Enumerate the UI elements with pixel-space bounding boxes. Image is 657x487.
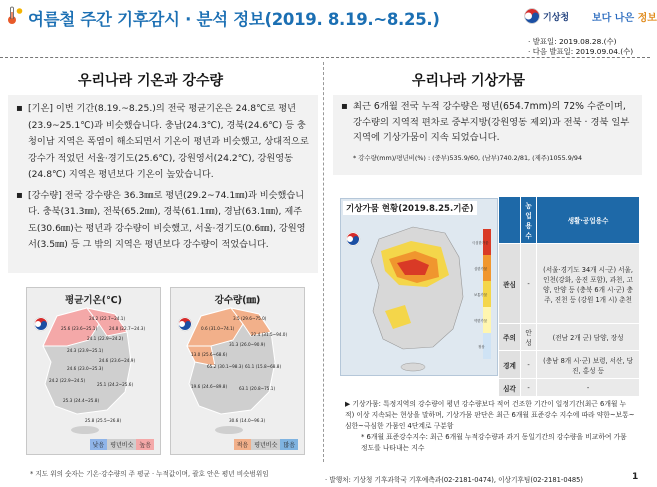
legend-low: 낮음 [90,439,108,450]
precip-label: 22.4 (31.5~94.0) [251,332,288,337]
rain-note: * 강수량(mm)/평년비(%) : (중부)535.9/60, (남부)740.2/81, (제주)1055.9/94 [353,153,583,162]
precip-label: 63.1 (20.8~75.1) [239,386,276,391]
table-header-agri: 농업용수 [521,197,537,244]
legend-normal: 정상 [478,345,485,349]
precipitation-map [170,287,305,455]
temperature-legend [90,439,154,450]
legend-normal: 평년비슷 [251,439,280,450]
agri-cell: - [521,351,537,379]
table-row [499,379,640,397]
table-row [499,244,640,324]
drought-definition-text: ▶ 기상가뭄: 특정지역의 강수량이 평년 강수량보다 적어 건조한 기간이 일정기간(최근 6개월 누적) 이상 지속되는 현상을 말하며, 기상가뭄 판단은 최근 6개월 표준강수 지수에 따라 약한~보통~심한~극심한 가뭄인 4단계로 구분함 [345,400,635,430]
map-footnote: * 지도 위의 숫자는 기온·강수량의 주 평균 · 누적값이며, 괄호 안은 평년 비슷범위임 [30,470,269,478]
next-announce-date: · 다음 발표일: 2019.09.04.(수) [528,47,634,56]
temp-label: 24.3 (23.9~25.1) [67,348,104,353]
temp-label: 25.6 (23.6~25.1) [61,326,98,331]
temperature-map-title: 평균기온(℃) [65,295,122,306]
publish-dates [528,37,633,57]
drought-map [340,198,498,376]
header [0,0,657,36]
table-row [499,324,640,351]
legend-severe: 심한가뭄 [474,267,488,271]
legend-high: 높음 [136,439,154,450]
precipitation-map-title: 강수량(㎜) [214,295,261,306]
life-cell: - [537,379,640,397]
column-divider [323,62,324,462]
announce-date: · 발표일: 2019.08.28.(수) [528,37,617,46]
temp-paragraph: ▪ [기온] 이번 기간(8.19.~8.25.)의 전국 평균기온은 24.8℃로 평년(23.9~25.1℃)과 비슷했습니다. 충남(24.3℃), 경북(24.6℃) 등 충청이남 지역은 폭염이 해소되면서 기온이 평년과 비슷했고, 상대적으로 강수가 적었던 서울·경기도(25.6℃), 강원영서(24.2℃), 강원영동(24.8℃) 지역은 평년보다 기온이 높았습니다. [16,101,310,184]
brand-part2: 정보 [637,13,657,24]
table-header-level [499,197,521,244]
precipitation-legend [234,439,298,450]
legend-less: 적음 [234,439,252,450]
temp-label: 24.2 (22.9~24.5) [49,378,86,383]
level-cell: 경계 [499,351,521,379]
life-cell: (전남 2개 군) 담양, 장성 [537,324,640,351]
legend-mild: 약한가뭄 [474,319,488,323]
kma-emblem-icon [524,8,540,24]
precip-label: 19.6 (24.6~89.8) [191,384,228,389]
temp-label: 24.6 (23.0~25.3) [67,366,104,371]
spi-definition-text: * 6개월 표준강수지수: 최근 6개월 누적강수량과 과거 동일기간의 강수량을 비교하여 가뭄 정도를 나타내는 지수 [361,433,627,452]
precip-label: 30.6 (14.0~96.3) [229,418,266,423]
thermometer-sun-icon [6,5,24,27]
agri-cell: - [521,379,537,397]
temp-label: 24.2 (22.7~24.1) [89,316,126,321]
legend-more: 많음 [280,439,298,450]
brand-part1: 보다 나은 [592,13,638,24]
drought-summary [333,95,642,175]
temp-label: 24.6 (23.6~24.9) [99,358,136,363]
life-cell: (충남 8개 시·군) 보령, 서산, 당진, 홍성 등 [537,351,640,379]
precip-label: 61.1 (15.8~68.8) [245,364,282,369]
temp-label: 25.1 (24.2~25.6) [97,382,134,387]
level-cell: 주의 [499,324,521,351]
table-header-life: 생활·공업용수 [537,197,640,244]
temp-label: 24.1 (22.9~24.2) [87,336,124,341]
publisher-info: · 발행처: 기상청 기후과학국 기후예측과(02-2181-0474), 이상기후팀(02-2181-0485) [325,476,583,484]
drought-map-title: 기상가뭄 현황(2019.8.25.기준) [343,201,477,215]
brand-slogan [592,9,657,24]
left-section-title: 우리나라 기온과 강수량 [78,73,223,89]
drought-map-graphic [341,199,499,377]
precip-label: 13.0 (25.6~68.6) [191,352,228,357]
header-divider [0,57,650,58]
temp-label: 25.3 (24.4~25.8) [63,398,100,403]
level-cell: 심각 [499,379,521,397]
kma-logo [524,8,569,24]
legend-extreme: 극심한가뭄 [472,241,489,245]
precipitation-map-graphic [171,306,306,438]
level-cell: 관심 [499,244,521,324]
temp-label: 25.8 (25.5~26.8) [85,418,122,423]
precip-label: 3.5 (29.6~75.0) [233,316,267,321]
page-title: 여름철 주간 기후감시 · 분석 정보(2019. 8.19.~8.25.) [28,10,440,29]
agri-cell: 안성 [521,324,537,351]
precip-label: 65.2 (30.1~98.3) [207,364,244,369]
life-cell: (서울·경기도 34개 시·군) 서울, 인천(강화, 옹진 포함), 과천, 고양, 안양 등 (충북 6개 시·군) 충주, 진천 등 (강원 1개 시) 춘천 [537,244,640,324]
temperature-map [26,287,161,455]
precip-label: 0.6 (31.0~74.1) [201,326,235,331]
drought-status-table [498,196,640,397]
temp-precip-summary [8,95,318,273]
right-section-title: 우리나라 기상가뭄 [412,73,526,89]
page-number: 1 [632,472,639,482]
org-name: 기상청 [543,12,570,23]
legend-normal: 평년비슷 [107,439,136,450]
drought-definition [345,399,635,454]
precip-paragraph: ▪ [강수량] 전국 강수량은 36.3㎜로 평년(29.2~74.1㎜)과 비슷했습니다. 충북(31.3㎜), 전북(65.2㎜), 경북(61.1㎜), 경남(63.1㎜), 제주도(30.6㎜)는 평년과 강수량이 비슷했고, 서울·경기도(0.6㎜), 강원영서(3.5㎜) 등 그 밖의 지역은 평년보다 강수량이 적었습니다. [16,188,310,254]
table-row [499,351,640,379]
temp-label: 24.8 (22.7~24.3) [109,326,146,331]
temperature-map-graphic [27,306,162,438]
drought-paragraph: ▪ 최근 6개월 전국 누적 강수량은 평년(654.7mm)의 72% 수준이며, 강수량의 지역적 편차로 중부지방(강원영동 제외)과 전북 · 경북 일부 지역에 기상가뭄이 지속 되었습니다. [341,99,634,146]
legend-moderate: 보통가뭄 [474,293,488,297]
agri-cell: - [521,244,537,324]
precip-label: 31.3 (26.0~90.9) [229,342,266,347]
